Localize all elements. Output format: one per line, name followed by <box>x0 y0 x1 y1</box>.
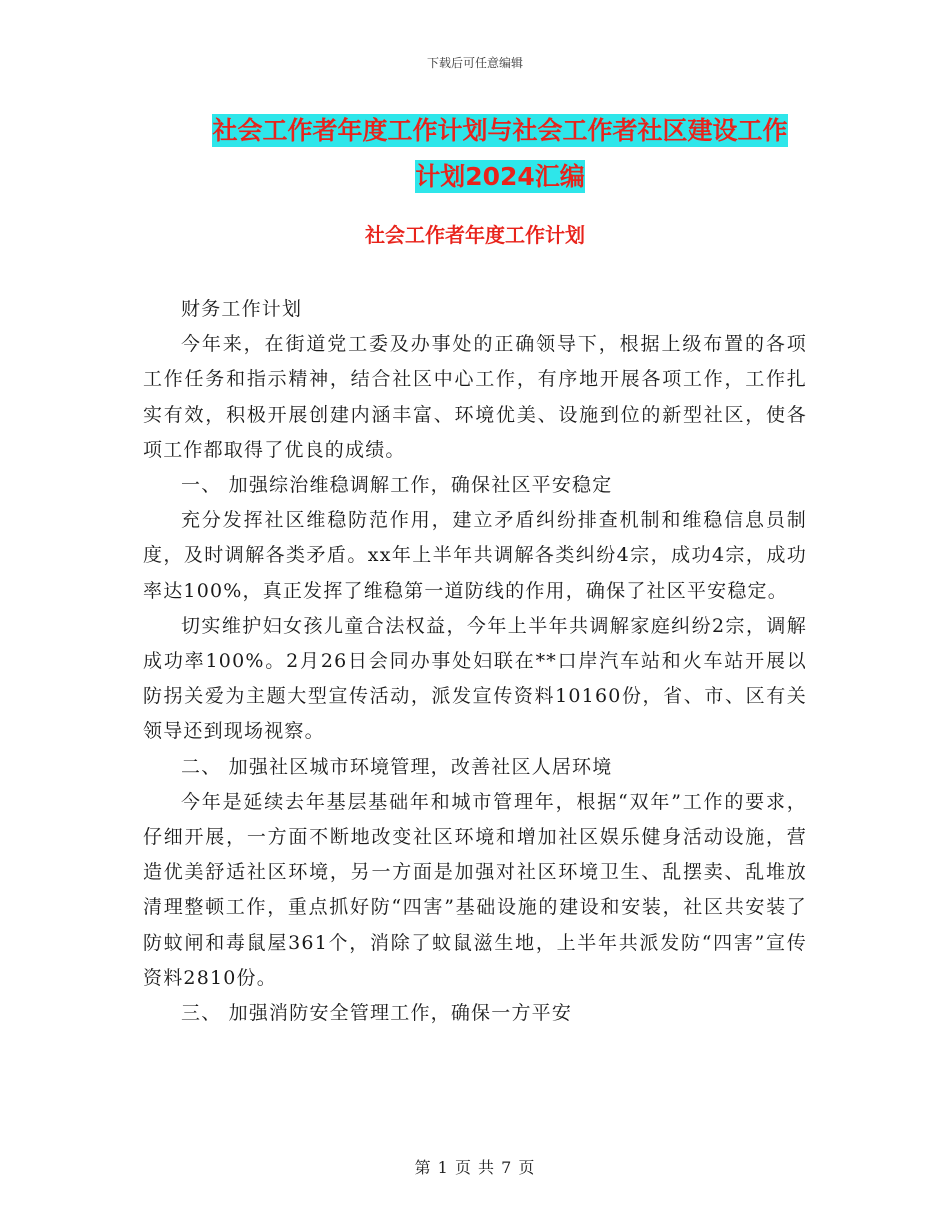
paragraph-mediation: 充分发挥社区维稳防范作用，建立矛盾纠纷排查机制和维稳信息员制度，及时调解各类矛盾。xx年上半年共调解各类纠纷4宗，成功4宗，成功率达100%，真正发挥了维稳第一道防线的作用，确保了社区平安稳定。 <box>143 509 807 602</box>
document-body <box>143 292 807 1031</box>
document-title-line2: 计划2024汇编 <box>415 162 585 191</box>
document-title-line1: 社会工作者年度工作计划与社会工作者社区建设工作 <box>212 116 788 145</box>
paragraph-heading-1: 一、 加强综治维稳调解工作，确保社区平安稳定 <box>181 474 613 497</box>
header-note: 下载后可任意编辑 <box>426 56 523 70</box>
paragraph-heading-2: 二、 加强社区城市环境管理，改善社区人居环境 <box>181 755 613 778</box>
paragraph-environment: 今年是延续去年基层基础年和城市管理年，根据“双年”工作的要求，仔细开展，一方面不断地改变社区环境和增加社区娱乐健身活动设施，营造优美舒适社区环境，另一方面是加强对社区环境卫生、乱摆卖、乱堆放清理整顿工作，重点抓好防“四害”基础设施的建设和安装，社区共安装了防蚊闸和毒鼠屋361个，消除了蚊鼠滋生地，上半年共派发防“四害”宣传资料2810份。 <box>143 790 807 989</box>
paragraph-heading-finance: 财务工作计划 <box>181 298 303 320</box>
page-number: 第 1 页 共 7 页 <box>414 1158 536 1177</box>
paragraph-women-children: 切实维护妇女孩儿童合法权益，今年上半年共调解家庭纠纷2宗，调解成功率100%。2月26日会同办事处妇联在**口岸汽车站和火车站开展以防拐关爱为主题大型宣传活动，派发宣传资料10160份，省、市、区有关领导还到现场视察。 <box>143 614 807 743</box>
section-title: 社会工作者年度工作计划 <box>365 223 585 247</box>
document-title <box>190 108 810 200</box>
paragraph-heading-3: 三、 加强消防安全管理工作，确保一方平安 <box>181 1002 573 1025</box>
paragraph-intro: 今年来，在街道党工委及办事处的正确领导下，根据上级布置的各项工作任务和指示精神，结合社区中心工作，有序地开展各项工作，工作扎实有效，积极开展创建内涵丰富、环境优美、设施到位的新型社区，使各项工作都取得了优良的成绩。 <box>143 333 807 461</box>
